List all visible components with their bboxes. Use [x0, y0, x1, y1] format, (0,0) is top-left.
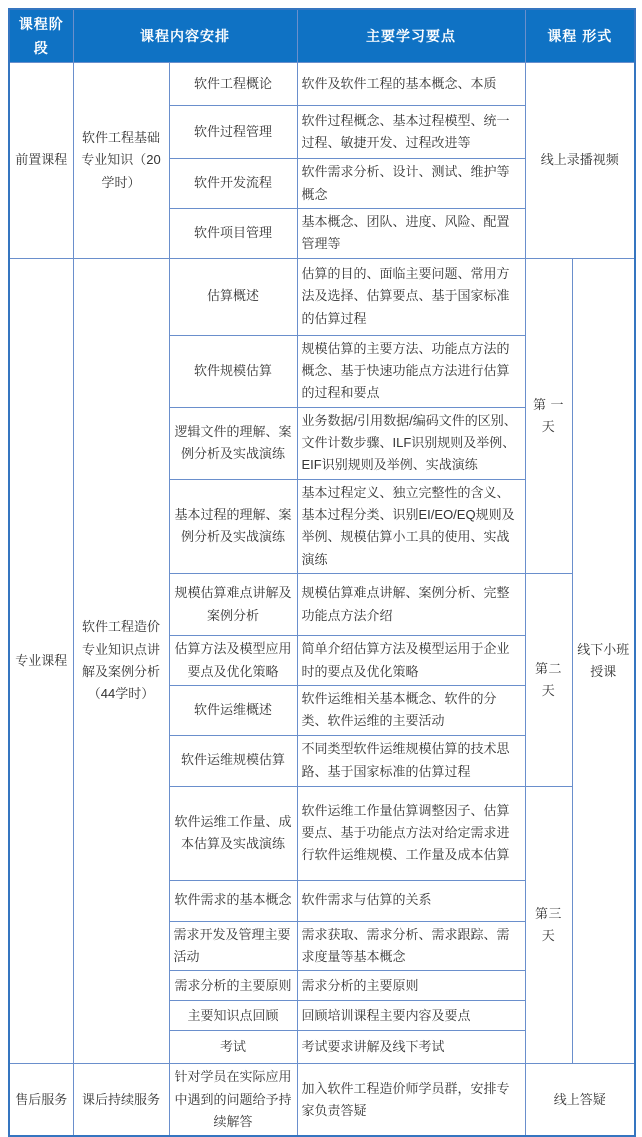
topic-cell: 考试	[169, 1031, 297, 1064]
header-cell-points: 主要学习要点	[297, 9, 525, 63]
header-cell-format: 课程 形式	[525, 9, 635, 63]
topic-cell: 软件需求的基本概念	[169, 880, 297, 921]
points-cell: 简单介绍估算方法及模型运用于企业时的要点及优化策略	[297, 636, 525, 686]
header-cell-stage: 课程阶段	[9, 9, 73, 63]
topic-cell: 规模估算难点讲解及案例分析	[169, 574, 297, 636]
course-schedule-table	[8, 8, 636, 1137]
topic-cell: 主要知识点回顾	[169, 1001, 297, 1031]
topic-cell: 软件过程管理	[169, 106, 297, 159]
points-cell: 业务数据/引用数据/编码文件的区别、文件计数步骤、ILF识别规则及举例、EIF识别规则及举例、实战演练	[297, 407, 525, 479]
points-cell: 估算的目的、面临主要问题、常用方法及选择、估算要点、基于国家标准的估算过程	[297, 258, 525, 335]
module-cell: 课后持续服务	[73, 1064, 169, 1137]
points-cell: 规模估算难点讲解、案例分析、完整功能点方法介绍	[297, 574, 525, 636]
topic-cell: 软件运维规模估算	[169, 735, 297, 786]
topic-cell: 软件规模估算	[169, 335, 297, 407]
stage-cell: 售后服务	[9, 1064, 73, 1137]
topic-cell: 软件项目管理	[169, 208, 297, 258]
topic-cell: 估算方法及模型应用要点及优化策略	[169, 636, 297, 686]
points-cell: 基本过程定义、独立完整性的含义、基本过程分类、识别EI/EO/EQ规则及举例、规模估算小工具的使用、实战演练	[297, 479, 525, 573]
points-cell: 软件及软件工程的基本概念、本质	[297, 63, 525, 106]
day-cell: 第二天	[525, 574, 572, 786]
topic-cell: 针对学员在实际应用中遇到的问题给予持续解答	[169, 1064, 297, 1137]
points-cell: 软件运维相关基本概念、软件的分类、软件运维的主要活动	[297, 685, 525, 735]
points-cell: 基本概念、团队、进度、风险、配置管理等	[297, 208, 525, 258]
topic-cell: 软件运维概述	[169, 685, 297, 735]
points-cell: 软件需求分析、设计、测试、维护等概念	[297, 159, 525, 209]
points-cell: 回顾培训课程主要内容及要点	[297, 1001, 525, 1031]
points-cell: 软件需求与估算的关系	[297, 880, 525, 921]
topic-cell: 基本过程的理解、案例分析及实战演练	[169, 479, 297, 573]
topic-cell: 软件工程概论	[169, 63, 297, 106]
points-cell: 规模估算的主要方法、功能点方法的概念、基于快速功能点方法进行估算的过程和要点	[297, 335, 525, 407]
table-row	[9, 63, 635, 106]
module-cell: 软件工程造价专业知识点讲解及案例分析（44学时）	[73, 258, 169, 1064]
points-cell: 需求获取、需求分析、需求跟踪、需求度量等基本概念	[297, 921, 525, 971]
day-cell: 第三天	[525, 786, 572, 1064]
topic-cell: 逻辑文件的理解、案例分析及实战演练	[169, 407, 297, 479]
topic-cell: 软件开发流程	[169, 159, 297, 209]
topic-cell: 需求开发及管理主要活动	[169, 921, 297, 971]
stage-cell: 前置课程	[9, 63, 73, 258]
stage-cell: 专业课程	[9, 258, 73, 1064]
header-cell-content: 课程内容安排	[73, 9, 297, 63]
topic-cell: 需求分析的主要原则	[169, 971, 297, 1001]
table-row	[9, 1064, 635, 1137]
points-cell: 加入软件工程造价师学员群，安排专家负责答疑	[297, 1064, 525, 1137]
table-row	[9, 258, 635, 335]
format-cell: 线下小班授课	[572, 258, 635, 1064]
topic-cell: 软件运维工作量、成本估算及实战演练	[169, 786, 297, 880]
module-cell: 软件工程基础专业知识（20学时）	[73, 63, 169, 258]
topic-cell: 估算概述	[169, 258, 297, 335]
header-row	[9, 9, 635, 63]
points-cell: 不同类型软件运维规模估算的技术思路、基于国家标准的估算过程	[297, 735, 525, 786]
points-cell: 软件运维工作量估算调整因子、估算要点、基于功能点方法对给定需求进行软件运维规模、工作量及成本估算	[297, 786, 525, 880]
format-cell: 线上录播视频	[525, 63, 635, 258]
day-cell: 第 一天	[525, 258, 572, 574]
points-cell: 需求分析的主要原则	[297, 971, 525, 1001]
points-cell: 软件过程概念、基本过程模型、统一过程、敏捷开发、过程改进等	[297, 106, 525, 159]
points-cell: 考试要求讲解及线下考试	[297, 1031, 525, 1064]
format-cell: 线上答疑	[525, 1064, 635, 1137]
